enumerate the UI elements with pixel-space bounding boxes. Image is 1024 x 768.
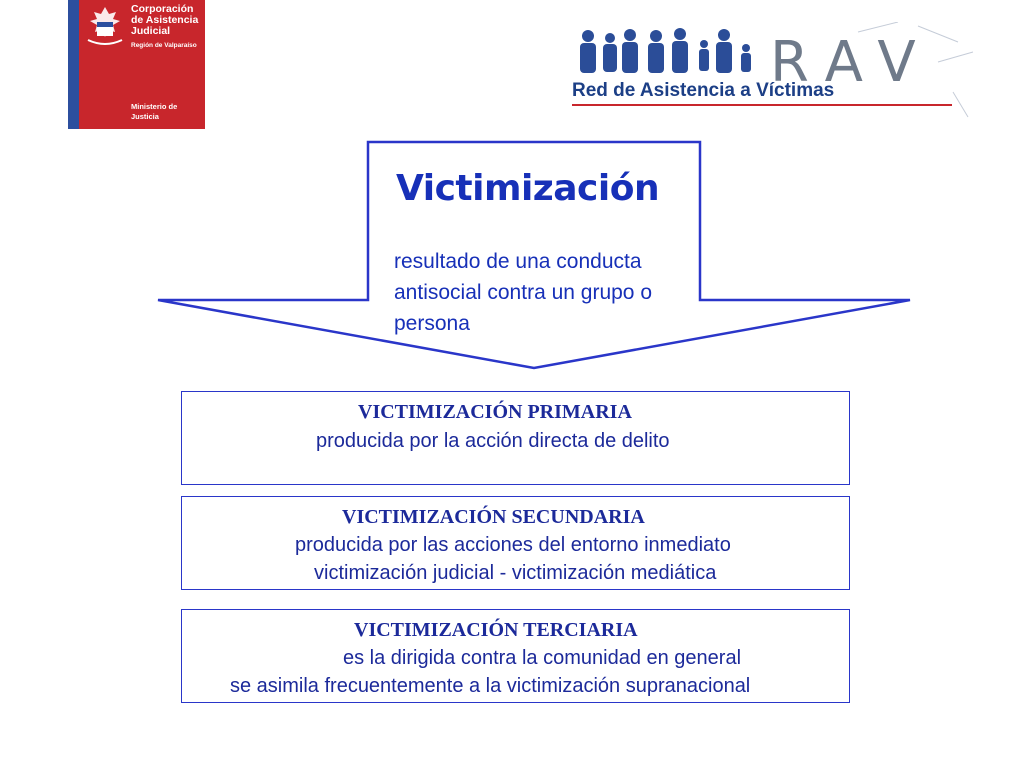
arrow-description: resultado de una conducta antisocial contra un grupo o persona (394, 250, 652, 335)
logo-region: Región de Valparaíso (131, 42, 197, 49)
category-box-secundaria (181, 496, 850, 590)
category-line: victimización judicial - victimización mediática (314, 562, 717, 584)
category-line: producida por las acciones del entorno inmediato (295, 534, 731, 556)
arrow-title: Victimización (396, 168, 660, 209)
category-box-terciaria (181, 609, 850, 703)
logo-ministry: Ministerio de Justicia (131, 102, 178, 121)
category-title: VICTIMIZACIÓN PRIMARIA (358, 401, 632, 423)
category-line: producida por la acción directa de delito (316, 430, 670, 452)
category-box-primaria (181, 391, 850, 485)
rav-acronym: RAV (770, 30, 934, 95)
category-line: se asimila frecuentemente a la victimización supranacional (230, 675, 751, 697)
category-line: es la dirigida contra la comunidad en general (343, 647, 742, 669)
rav-full-name: Red de Asistencia a Víctimas (572, 80, 835, 101)
category-title: VICTIMIZACIÓN TERCIARIA (354, 619, 638, 641)
logo-corporacion-name: Corporación de Asistencia Judicial (131, 3, 199, 37)
category-title: VICTIMIZACIÓN SECUNDARIA (342, 506, 645, 528)
